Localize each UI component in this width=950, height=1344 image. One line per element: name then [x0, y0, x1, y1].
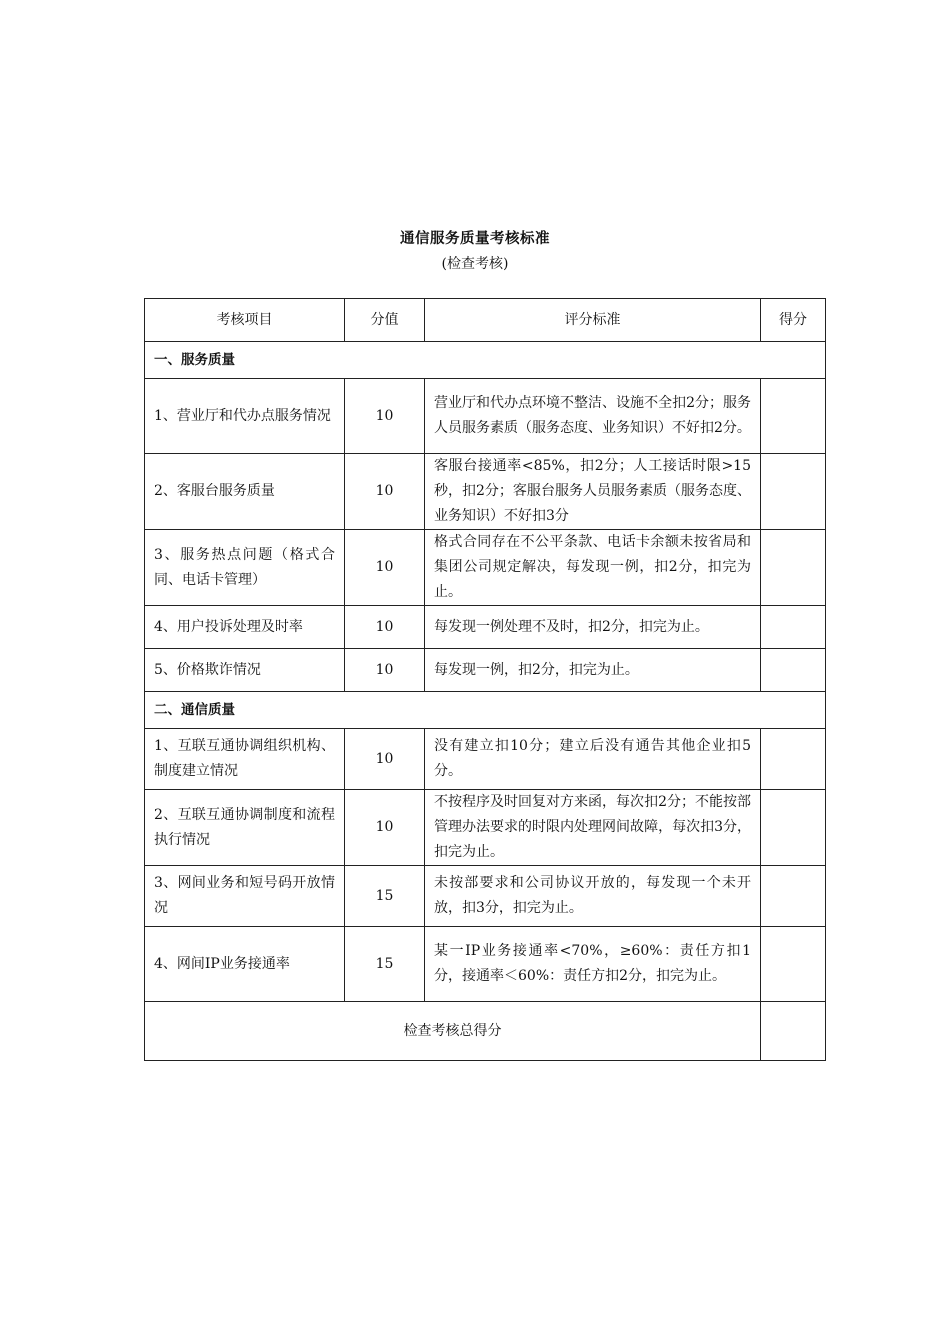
table-row [145, 454, 826, 530]
item-cell: 4、网间IP业务接通率 [145, 927, 345, 1002]
result-cell[interactable] [761, 649, 826, 692]
item-cell: 1、营业厅和代办点服务情况 [145, 379, 345, 454]
result-cell[interactable] [761, 379, 826, 454]
score-cell: 10 [345, 379, 425, 454]
header-result: 得分 [761, 299, 826, 342]
criteria-cell: 客服台接通率<85%，扣2分；人工接话时限>15秒，扣2分；客服台服务人员服务素质（服务态度、业务知识）不好扣3分 [425, 454, 761, 530]
criteria-cell: 营业厅和代办点环境不整洁、设施不全扣2分；服务人员服务素质（服务态度、业务知识）不好扣2分。 [425, 379, 761, 454]
score-cell: 15 [345, 927, 425, 1002]
result-cell[interactable] [761, 530, 826, 606]
section-title: 一、服务质量 [145, 342, 826, 379]
total-score-cell[interactable] [761, 1002, 826, 1061]
item-cell: 3、服务热点问题（格式合同、电话卡管理） [145, 530, 345, 606]
header-criteria: 评分标准 [425, 299, 761, 342]
criteria-cell: 某一IP业务接通率<70%，≥60%：责任方扣1分，接通率＜60%：责任方扣2分，扣完为止。 [425, 927, 761, 1002]
item-cell: 2、客服台服务质量 [145, 454, 345, 530]
result-cell[interactable] [761, 606, 826, 649]
document-title: 通信服务质量考核标准 [400, 231, 550, 247]
result-cell[interactable] [761, 866, 826, 927]
criteria-cell: 未按部要求和公司协议开放的，每发现一个未开放，扣3分，扣完为止。 [425, 866, 761, 927]
item-cell: 3、网间业务和短号码开放情况 [145, 866, 345, 927]
result-cell[interactable] [761, 454, 826, 530]
criteria-cell: 没有建立扣10分；建立后没有通告其他企业扣5分。 [425, 729, 761, 790]
header-score: 分值 [345, 299, 425, 342]
section-title: 二、通信质量 [145, 692, 826, 729]
table-row [145, 379, 826, 454]
score-cell: 10 [345, 649, 425, 692]
criteria-cell: 每发现一例，扣2分，扣完为止。 [425, 649, 761, 692]
section-row [145, 692, 826, 729]
score-cell: 10 [345, 729, 425, 790]
total-row [145, 1002, 826, 1061]
criteria-cell: 每发现一例处理不及时，扣2分，扣完为止。 [425, 606, 761, 649]
table-row [145, 790, 826, 866]
header-item: 考核项目 [145, 299, 345, 342]
criteria-cell: 格式合同存在不公平条款、电话卡余额未按省局和集团公司规定解决，每发现一例，扣2分，扣完为止。 [425, 530, 761, 606]
document-subtitle: (检查考核) [441, 256, 509, 272]
result-cell[interactable] [761, 790, 826, 866]
item-cell: 4、用户投诉处理及时率 [145, 606, 345, 649]
table-row [145, 927, 826, 1002]
table-row [145, 866, 826, 927]
score-cell: 10 [345, 790, 425, 866]
score-cell: 10 [345, 454, 425, 530]
score-cell: 15 [345, 866, 425, 927]
table-row [145, 530, 826, 606]
result-cell[interactable] [761, 927, 826, 1002]
item-cell: 2、互联互通协调制度和流程执行情况 [145, 790, 345, 866]
score-cell: 10 [345, 530, 425, 606]
assessment-table [144, 298, 826, 1061]
table-row [145, 606, 826, 649]
criteria-cell: 不按程序及时回复对方来函，每次扣2分；不能按部管理办法要求的时限内处理网间故障，每次扣3分，扣完为止。 [425, 790, 761, 866]
item-cell: 1、互联互通协调组织机构、制度建立情况 [145, 729, 345, 790]
result-cell[interactable] [761, 729, 826, 790]
item-cell: 5、价格欺诈情况 [145, 649, 345, 692]
table-row [145, 729, 826, 790]
table-row [145, 649, 826, 692]
table-header-row [145, 299, 826, 342]
total-label: 检查考核总得分 [145, 1002, 761, 1061]
section-row [145, 342, 826, 379]
score-cell: 10 [345, 606, 425, 649]
